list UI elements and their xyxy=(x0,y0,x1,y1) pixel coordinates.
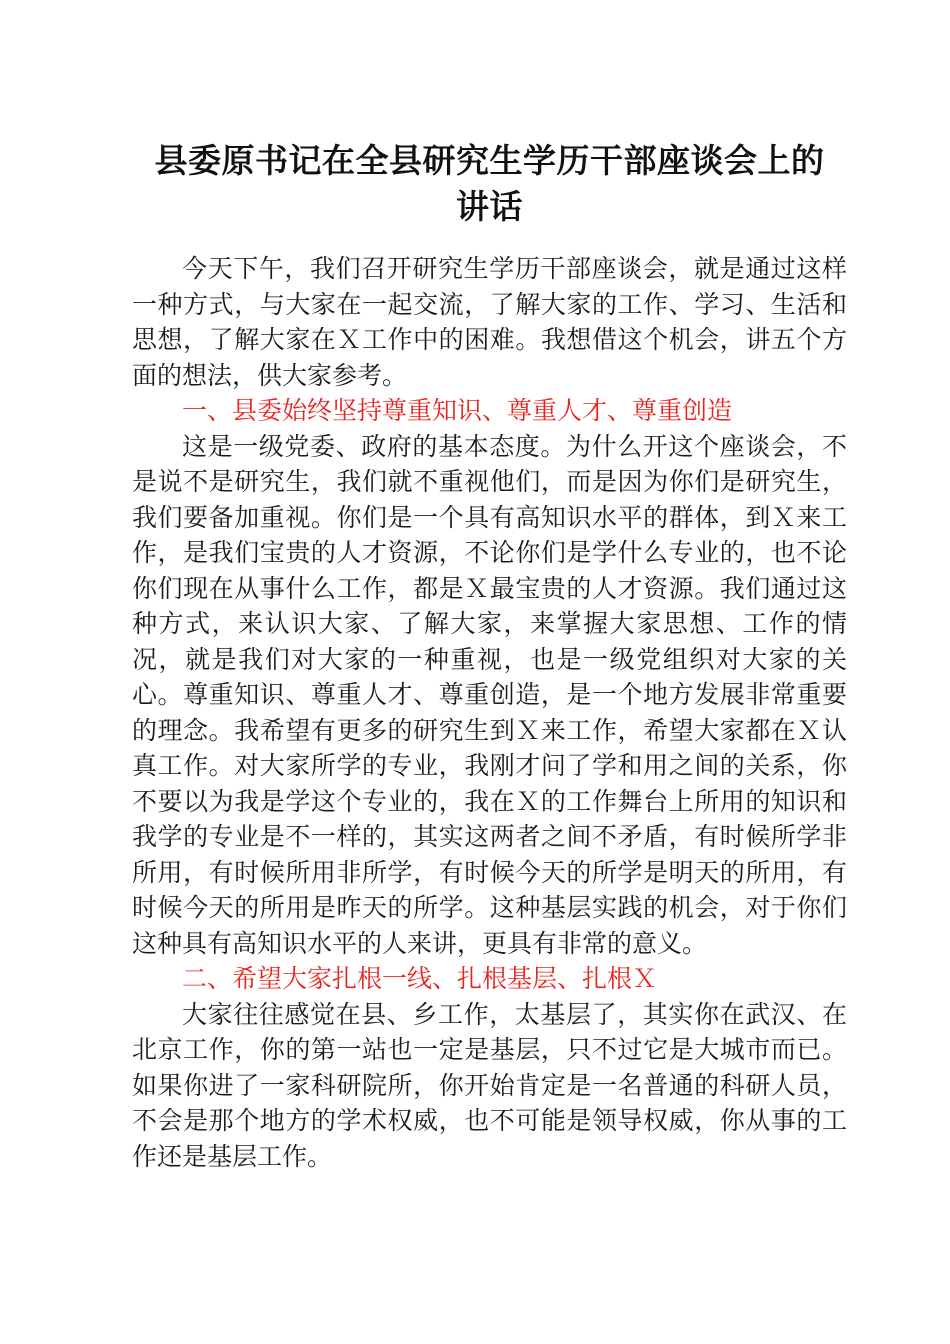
document-title xyxy=(132,138,847,230)
section-heading-2: 二、希望大家扎根一线、扎根基层、扎根Ｘ xyxy=(182,964,658,993)
section-1-paragraph: 这是一级党委、政府的基本态度。为什么开这个座谈会，不是说不是研究生，我们就不重视他们，而是因为你们是研究生，我们要备加重视。你们是一个具有高知识水平的群体，到Ｘ来工作，是我们宝贵的人才资源，不论你们是学什么专业的，也不论你们现在从事什么工作，都是Ｘ最宝贵的人才资源。我们通过这种方式，来认识大家、了解大家，来掌握大家思想、工作的情况，就是我们对大家的一种重视，也是一级党组织对大家的关心。尊重知识、尊重人才、尊重创造，是一个地方发展非常重要的理念。我希望有更多的研究生到Ｘ来工作，希望大家都在Ｘ认真工作。对大家所学的专业，我刚才问了学和用之间的关系，你不要以为我是学这个专业的，我在Ｘ的工作舞台上所用的知识和我学的专业是不一样的，其实这两者之间不矛盾，有时候所学非所用，有时候所用非所学，有时候今天的所学是明天的所用，有时候今天的所用是昨天的所学。这种基层实践的机会，对于你们这种具有高知识水平的人来讲，更具有非常的意义。 xyxy=(132,431,847,958)
title-line-2: 讲话 xyxy=(456,187,523,226)
title-line-1: 县委原书记在全县研究生学历干部座谈会上的 xyxy=(154,141,825,180)
intro-paragraph: 今天下午，我们召开研究生学历干部座谈会，就是通过这样一种方式，与大家在一起交流，了解大家的工作、学习、生活和思想，了解大家在Ｘ工作中的困难。我想借这个机会，讲五个方面的想法，供大家参考。 xyxy=(132,254,847,390)
section-2-paragraph: 大家往往感觉在县、乡工作，太基层了，其实你在武汉、在北京工作，你的第一站也一定是基层，只不过它是大城市而已。如果你进了一家科研院所，你开始肯定是一名普通的科研人员，不会是那个地方的学术权威，也不可能是领导权威，你从事的工作还是基层工作。 xyxy=(132,999,847,1171)
document-body xyxy=(132,251,847,1174)
section-heading-1: 一、县委始终坚持尊重知识、尊重人才、尊重创造 xyxy=(182,396,733,425)
document-page xyxy=(132,138,847,1174)
